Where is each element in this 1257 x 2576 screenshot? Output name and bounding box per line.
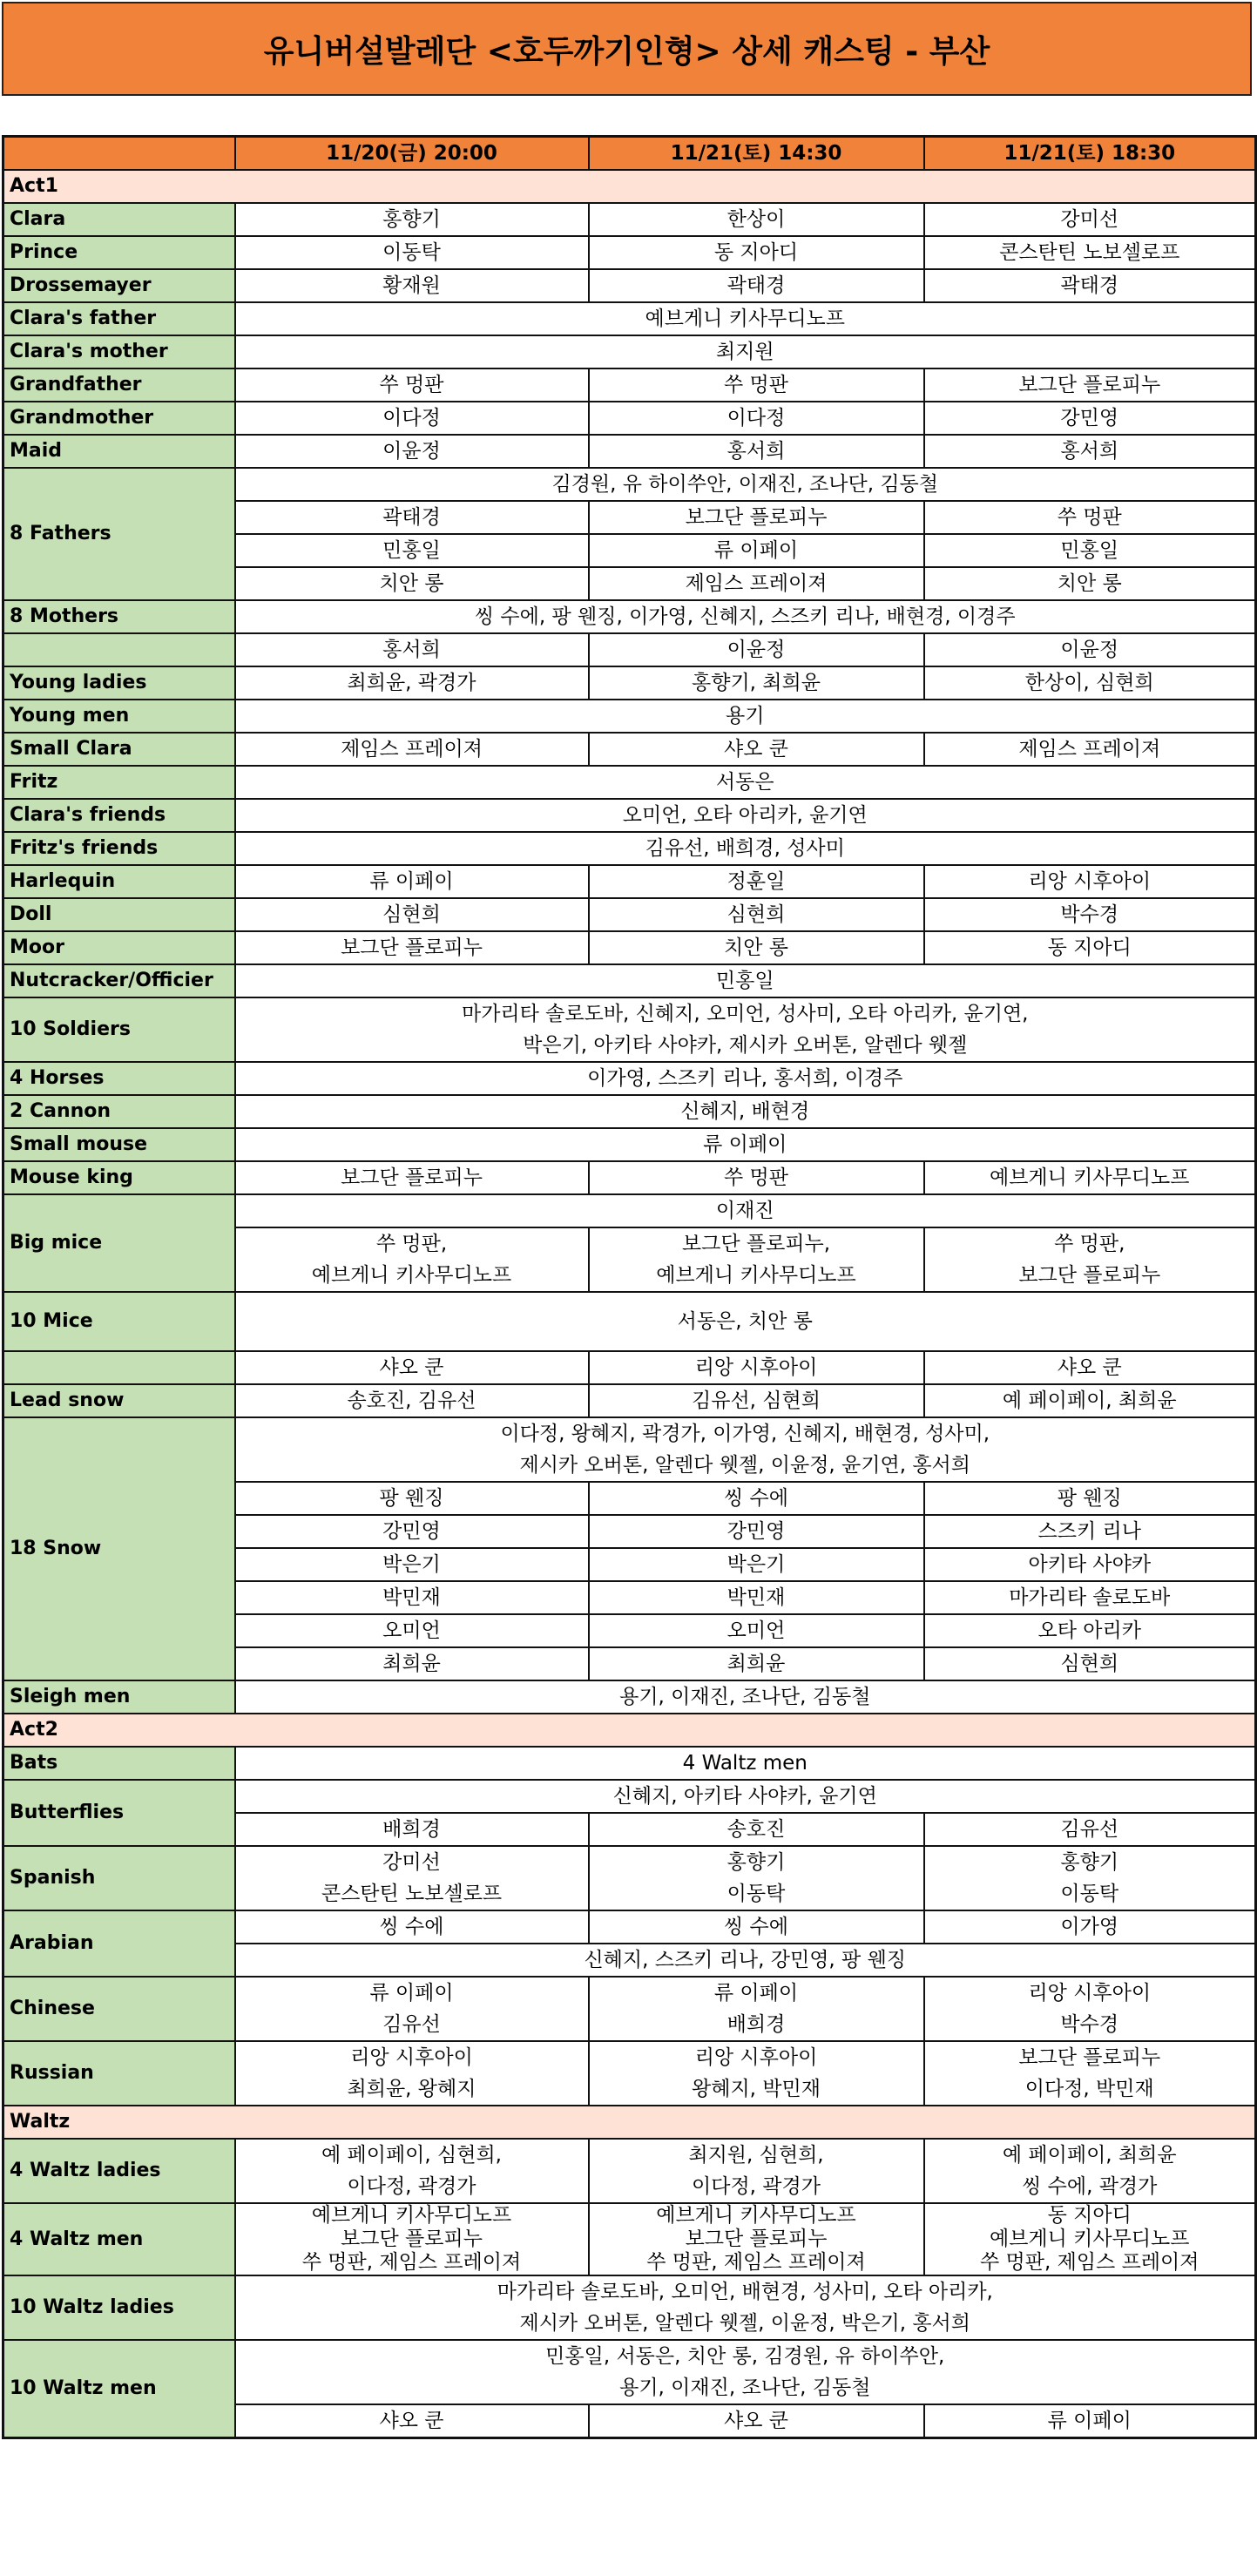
role-label: Bats (3, 1747, 235, 1780)
cast-cell: 오미언 (235, 1614, 589, 1647)
cast-cell: 이윤정 (589, 633, 924, 666)
cast-cell: 이다정 (235, 402, 589, 435)
cast-cell-multiline (924, 1977, 1256, 2041)
role-row-spanish (3, 1846, 1256, 1910)
cast-cell: 샤오 쿤 (235, 2404, 589, 2438)
cast-cell: 강민영 (924, 402, 1256, 435)
cast-cell-multiline (235, 1846, 589, 1910)
cast-cell: 보그단 플로피누 (924, 368, 1256, 402)
cast-cell-multiline (924, 2203, 1256, 2275)
cast-cell: 용기 (235, 700, 1256, 733)
section-waltz (3, 2106, 1256, 2139)
casting-table (2, 135, 1257, 2439)
cast-cell: 심현희 (235, 898, 589, 931)
section-act1 (3, 170, 1256, 203)
cast-cell-multiline (924, 1227, 1256, 1292)
performance-date-header: 11/21(토) 14:30 (589, 137, 924, 171)
cast-line: 예브게니 키사무디노프 (311, 2204, 512, 2227)
cast-cell-multiline (924, 1846, 1256, 1910)
cast-cell: 류 이페이 (924, 2404, 1256, 2438)
role-label: Clara's friends (3, 799, 235, 832)
cast-cell-multiline (589, 1977, 924, 2041)
cast-line: 씽 수에, 곽경가 (1022, 2175, 1158, 2198)
role-label: Mouse king (3, 1161, 235, 1194)
role-row-doll (3, 898, 1256, 931)
cast-cell-multiline (235, 2340, 1256, 2404)
role-row-soldiers (3, 997, 1256, 1062)
cast-line: 예브게니 키사무디노프 (656, 2204, 856, 2227)
cast-cell: 배희경 (235, 1813, 589, 1846)
cast-cell: 아키타 사야카 (924, 1548, 1256, 1581)
cast-line: 이다정, 곽경가 (692, 2175, 821, 2198)
cast-line: 이다정, 곽경가 (347, 2175, 476, 2198)
cast-cell: 이다정 (589, 402, 924, 435)
role-row-extra1 (3, 633, 1256, 666)
role-row-wladies4 (3, 2139, 1256, 2203)
cast-cell: 김유선, 심현희 (589, 1384, 924, 1417)
cast-line: 예브게니 키사무디노프 (311, 1264, 512, 1287)
cast-cell: 김유선, 배희경, 성사미 (235, 832, 1256, 865)
cast-cell-multiline (589, 2203, 924, 2275)
cast-cell-multiline (589, 2139, 924, 2203)
role-label: Big mice (3, 1194, 235, 1292)
cast-cell-multiline (235, 1227, 589, 1292)
cast-line: 쑤 멍판, 제임스 프레이져 (980, 2251, 1200, 2274)
cast-line: 예브게니 키사무디노프 (656, 1264, 856, 1287)
cast-line: 제시카 오버톤, 알렌다 웻젤, 이윤정, 박은기, 홍서희 (519, 2312, 970, 2335)
cast-cell-multiline (589, 1227, 924, 1292)
page-title: 유니버설발레단 <호두까기인형> 상세 캐스팅 - 부산 (2, 2, 1252, 96)
role-label (3, 633, 235, 666)
cast-cell: 류 이페이 (235, 1128, 1256, 1161)
cast-cell: 쑤 멍판 (589, 368, 924, 402)
role-row-ymen (3, 700, 1256, 733)
cast-line: 리앙 시후아이 (1028, 1982, 1152, 2005)
cast-cell: 이동탁 (235, 236, 589, 269)
role-label: Russian (3, 2041, 235, 2106)
cast-cell: 김경원, 유 하이쑤안, 이재진, 조나단, 김동철 (235, 468, 1256, 501)
role-row-nut (3, 964, 1256, 997)
cast-cell: 이가영, 스즈키 리나, 홍서희, 이경주 (235, 1062, 1256, 1095)
cast-line: 보그단 플로피누, (681, 1233, 831, 1255)
role-label: Butterflies (3, 1780, 235, 1846)
cast-cell: 강민영 (235, 1515, 589, 1548)
role-label: 8 Mothers (3, 600, 235, 633)
cast-line: 왕혜지, 박민재 (692, 2078, 821, 2100)
cast-cell: 오타 아리카 (924, 1614, 1256, 1647)
cast-cell: 이재진 (235, 1194, 1256, 1227)
cast-line: 마가리타 솔로도바, 신혜지, 오미언, 성사미, 오타 아리카, 윤기연, (462, 1003, 1029, 1025)
cast-cell: 황재원 (235, 269, 589, 302)
role-row-extra2 (3, 1351, 1256, 1384)
cast-cell: 팡 웬징 (235, 1482, 589, 1515)
cast-cell: 치안 롱 (235, 567, 589, 600)
cast-cell: 곽태경 (589, 269, 924, 302)
cast-cell: 보그단 플로피누 (235, 1161, 589, 1194)
cast-line: 류 이페이 (713, 1982, 799, 2005)
cast-cell: 리앙 시후아이 (924, 865, 1256, 898)
cast-cell-multiline (235, 2275, 1256, 2340)
header-blank (3, 137, 235, 171)
cast-line: 박은기, 아키타 사야카, 제시카 오버톤, 알렌다 웻젤 (523, 1034, 968, 1057)
cast-cell: 보그단 플로피누 (589, 501, 924, 534)
cast-cell: 샤오 쿤 (589, 733, 924, 766)
role-row-smouse (3, 1128, 1256, 1161)
cast-cell: 씽 수에 (589, 1482, 924, 1515)
cast-line: 배희경 (726, 2013, 786, 2036)
role-row-bats (3, 1747, 1256, 1780)
cast-cell: 보그단 플로피누 (235, 931, 589, 964)
role-row-cannon (3, 1095, 1256, 1128)
role-label: Fritz's friends (3, 832, 235, 865)
role-row-chinese (3, 1977, 1256, 2041)
cast-cell: 스즈키 리나 (924, 1515, 1256, 1548)
cast-line: 강미선 (382, 1851, 441, 1874)
cast-cell: 심현희 (589, 898, 924, 931)
cast-line: 보그단 플로피누 (1018, 1264, 1161, 1287)
cast-cell-multiline (235, 1417, 1256, 1482)
role-label: Doll (3, 898, 235, 931)
cast-cell: 치안 롱 (589, 931, 924, 964)
header-row (3, 137, 1256, 171)
cast-cell: 민홍일 (924, 534, 1256, 567)
cast-line: 최희윤, 왕혜지 (347, 2078, 476, 2100)
role-row-ffriends (3, 832, 1256, 865)
role-label: Young ladies (3, 666, 235, 700)
cast-cell: 제임스 프레이져 (235, 733, 589, 766)
cast-cell-multiline (235, 2203, 589, 2275)
cast-cell: 서동은 (235, 766, 1256, 799)
cast-cell: 이윤정 (924, 633, 1256, 666)
cast-cell: 리앙 시후아이 (589, 1351, 924, 1384)
cast-line: 동 지아디 (1047, 2204, 1132, 2227)
cast-cell: 팡 웬징 (924, 1482, 1256, 1515)
cast-cell-multiline (924, 2041, 1256, 2106)
section-header: Act2 (3, 1714, 1256, 1747)
cast-cell: 곽태경 (924, 269, 1256, 302)
cast-line: 민홍일, 서동은, 치안 롱, 김경원, 유 하이쑤안, (545, 2345, 945, 2368)
role-row-snow (3, 1417, 1256, 1482)
cast-line: 예브게니 키사무디노프 (990, 2228, 1190, 2250)
cast-cell: 박민재 (589, 1581, 924, 1614)
cast-cell: 강미선 (924, 203, 1256, 236)
cast-cell: 쑤 멍판 (924, 501, 1256, 534)
cast-line: 제시카 오버톤, 알렌다 웻젤, 이윤정, 윤기연, 홍서희 (519, 1454, 970, 1477)
role-label: Arabian (3, 1910, 235, 1977)
performance-date-header: 11/21(토) 18:30 (924, 137, 1256, 171)
role-label: Fritz (3, 766, 235, 799)
cast-cell: 쑤 멍판 (589, 1161, 924, 1194)
section-header: Waltz (3, 2106, 1256, 2139)
cast-cell: 한상이, 심현희 (924, 666, 1256, 700)
role-row-wmen10 (3, 2340, 1256, 2404)
cast-cell: 최희윤 (589, 1647, 924, 1680)
role-row-mothers (3, 600, 1256, 633)
cast-line: 쑤 멍판, (375, 1233, 448, 1255)
role-label: Clara (3, 203, 235, 236)
cast-cell: 박민재 (235, 1581, 589, 1614)
cast-cell: 제임스 프레이져 (924, 733, 1256, 766)
role-label: Harlequin (3, 865, 235, 898)
cast-line: 류 이페이 (369, 1982, 454, 2005)
cast-line: 리앙 시후아이 (350, 2046, 473, 2069)
role-row-bigmice (3, 1194, 1256, 1227)
cast-line: 보그단 플로피누 (341, 2228, 483, 2250)
role-label: 10 Mice (3, 1292, 235, 1351)
role-row-butterflies (3, 1780, 1256, 1813)
cast-cell: 한상이 (589, 203, 924, 236)
cast-cell-multiline (235, 1977, 589, 2041)
role-label: Lead snow (3, 1384, 235, 1417)
section-act2 (3, 1714, 1256, 1747)
role-row-wmen4 (3, 2203, 1256, 2275)
role-label: Clara's mother (3, 335, 235, 368)
role-row-wladies10 (3, 2275, 1256, 2340)
cast-cell: 최희윤, 곽경가 (235, 666, 589, 700)
cast-line: 이다정, 왕혜지, 곽경가, 이가영, 신혜지, 배현경, 성사미, (500, 1423, 990, 1445)
cast-cell: 박수경 (924, 898, 1256, 931)
cast-cell: 이가영 (924, 1910, 1256, 1944)
role-row-clara (3, 203, 1256, 236)
cast-cell: 신혜지, 배현경 (235, 1095, 1256, 1128)
cast-line: 보그단 플로피누 (685, 2228, 828, 2250)
cast-cell: 송호진, 김유선 (235, 1384, 589, 1417)
performance-date-header: 11/20(금) 20:00 (235, 137, 589, 171)
cast-cell: 예 페이페이, 최희윤 (924, 1384, 1256, 1417)
role-label: 4 Horses (3, 1062, 235, 1095)
cast-line: 리앙 시후아이 (694, 2046, 818, 2069)
cast-line: 이동탁 (1060, 1883, 1119, 1905)
cast-cell: 오미언 (589, 1614, 924, 1647)
cast-cell: 민홍일 (235, 964, 1256, 997)
cast-cell: 용기, 이재진, 조나단, 김동철 (235, 1680, 1256, 1714)
role-label: Prince (3, 236, 235, 269)
cast-cell: 김유선 (924, 1813, 1256, 1846)
cast-cell: 강민영 (589, 1515, 924, 1548)
role-row-arabian (3, 1910, 1256, 1944)
cast-cell: 신혜지, 아키타 사야카, 윤기연 (235, 1780, 1256, 1813)
cast-line: 이다정, 박민재 (1024, 2078, 1154, 2100)
role-row-maid (3, 435, 1256, 468)
cast-line: 콘스탄틴 노보셀로프 (321, 1883, 503, 1905)
cast-line: 마가리타 솔로도바, 오미언, 배현경, 성사미, 오타 아리카, (497, 2281, 993, 2303)
cast-cell: 샤오 쿤 (924, 1351, 1256, 1384)
cast-cell: 씽 수에 (589, 1910, 924, 1944)
cast-line: 쑤 멍판, 제임스 프레이져 (646, 2251, 866, 2274)
role-row-cmother (3, 335, 1256, 368)
cast-cell-multiline (235, 997, 1256, 1062)
cast-cell: 곽태경 (235, 501, 589, 534)
cast-line: 홍향기 (1060, 1851, 1119, 1874)
role-row-fritz (3, 766, 1256, 799)
role-row-gmother (3, 402, 1256, 435)
cast-cell: 동 지아디 (924, 931, 1256, 964)
section-header: Act1 (3, 170, 1256, 203)
role-label: 10 Waltz men (3, 2340, 235, 2438)
cast-line: 예 페이페이, 최희윤 (1002, 2144, 1177, 2167)
role-row-cfather (3, 302, 1256, 335)
cast-cell: 민홍일 (235, 534, 589, 567)
cast-cell: 4 Waltz men (235, 1747, 1256, 1780)
role-label: Maid (3, 435, 235, 468)
cast-line: 박수경 (1060, 2013, 1119, 2036)
cast-cell: 서동은, 치안 롱 (235, 1292, 1256, 1351)
cast-cell-multiline (235, 2139, 589, 2203)
cast-cell: 쑤 멍판 (235, 368, 589, 402)
role-row-prince (3, 236, 1256, 269)
role-row-mking (3, 1161, 1256, 1194)
cast-cell: 씽 수에, 팡 웬징, 이가영, 신혜지, 스즈키 리나, 배현경, 이경주 (235, 600, 1256, 633)
cast-cell: 이윤정 (235, 435, 589, 468)
cast-cell: 샤오 쿤 (589, 2404, 924, 2438)
cast-line: 이동탁 (726, 1883, 786, 1905)
cast-cell-multiline (924, 2139, 1256, 2203)
cast-cell: 류 이페이 (589, 534, 924, 567)
role-label: Small Clara (3, 733, 235, 766)
role-label: Grandfather (3, 368, 235, 402)
cast-cell: 송호진 (589, 1813, 924, 1846)
cast-cell: 정훈일 (589, 865, 924, 898)
cast-line: 김유선 (382, 2013, 441, 2036)
role-row-sleigh (3, 1680, 1256, 1714)
role-label: 8 Fathers (3, 468, 235, 600)
cast-cell: 마가리타 솔로도바 (924, 1581, 1256, 1614)
role-label: Small mouse (3, 1128, 235, 1161)
role-label: 10 Soldiers (3, 997, 235, 1062)
role-row-sclara (3, 733, 1256, 766)
cast-cell: 신혜지, 스즈키 리나, 강민영, 팡 웬징 (235, 1944, 1256, 1977)
role-label: 10 Waltz ladies (3, 2275, 235, 2340)
cast-cell: 예브게니 키사무디노프 (924, 1161, 1256, 1194)
cast-cell: 홍서희 (235, 633, 589, 666)
role-row-leadsnow (3, 1384, 1256, 1417)
cast-cell: 동 지아디 (589, 236, 924, 269)
role-row-russian (3, 2041, 1256, 2106)
cast-cell: 박은기 (235, 1548, 589, 1581)
role-label: Spanish (3, 1846, 235, 1910)
cast-cell: 최희윤 (235, 1647, 589, 1680)
cast-cell: 류 이페이 (235, 865, 589, 898)
role-label: 4 Waltz ladies (3, 2139, 235, 2203)
role-row-horses (3, 1062, 1256, 1095)
cast-line: 보그단 플로피누 (1018, 2046, 1161, 2069)
cast-cell: 홍서희 (589, 435, 924, 468)
cast-cell: 예브게니 키사무디노프 (235, 302, 1256, 335)
role-label: Nutcracker/Officier (3, 964, 235, 997)
cast-cell: 홍서희 (924, 435, 1256, 468)
cast-line: 홍향기 (726, 1851, 786, 1874)
role-label: Drossemayer (3, 269, 235, 302)
role-label: 4 Waltz men (3, 2203, 235, 2275)
cast-cell: 오미언, 오타 아리카, 윤기연 (235, 799, 1256, 832)
cast-cell: 씽 수에 (235, 1910, 589, 1944)
role-label: Clara's father (3, 302, 235, 335)
cast-cell: 홍향기, 최희윤 (589, 666, 924, 700)
role-label (3, 1351, 235, 1384)
cast-line: 쑤 멍판, (1054, 1233, 1125, 1255)
cast-line: 최지원, 심현희, (688, 2144, 824, 2167)
role-label: Moor (3, 931, 235, 964)
role-label: 18 Snow (3, 1417, 235, 1680)
role-row-moor (3, 931, 1256, 964)
role-row-yladies (3, 666, 1256, 700)
cast-cell: 최지원 (235, 335, 1256, 368)
cast-cell: 콘스탄틴 노보셀로프 (924, 236, 1256, 269)
cast-cell: 샤오 쿤 (235, 1351, 589, 1384)
role-row-drosse (3, 269, 1256, 302)
cast-cell: 치안 롱 (924, 567, 1256, 600)
role-row-cfriends (3, 799, 1256, 832)
cast-line: 용기, 이재진, 조나단, 김동철 (619, 2377, 871, 2399)
cast-line: 예 페이페이, 심현희, (321, 2144, 502, 2167)
role-row-mice (3, 1292, 1256, 1351)
cast-cell: 제임스 프레이져 (589, 567, 924, 600)
role-row-harlequin (3, 865, 1256, 898)
role-label: Sleigh men (3, 1680, 235, 1714)
cast-cell-multiline (589, 1846, 924, 1910)
role-label: 2 Cannon (3, 1095, 235, 1128)
cast-cell-multiline (589, 2041, 924, 2106)
role-row-fathers (3, 468, 1256, 501)
role-row-gfather (3, 368, 1256, 402)
cast-cell: 심현희 (924, 1647, 1256, 1680)
role-label: Chinese (3, 1977, 235, 2041)
role-label: Young men (3, 700, 235, 733)
cast-cell: 홍향기 (235, 203, 589, 236)
cast-line: 쑤 멍판, 제임스 프레이져 (301, 2251, 522, 2274)
cast-cell: 박은기 (589, 1548, 924, 1581)
role-label: Grandmother (3, 402, 235, 435)
cast-cell-multiline (235, 2041, 589, 2106)
